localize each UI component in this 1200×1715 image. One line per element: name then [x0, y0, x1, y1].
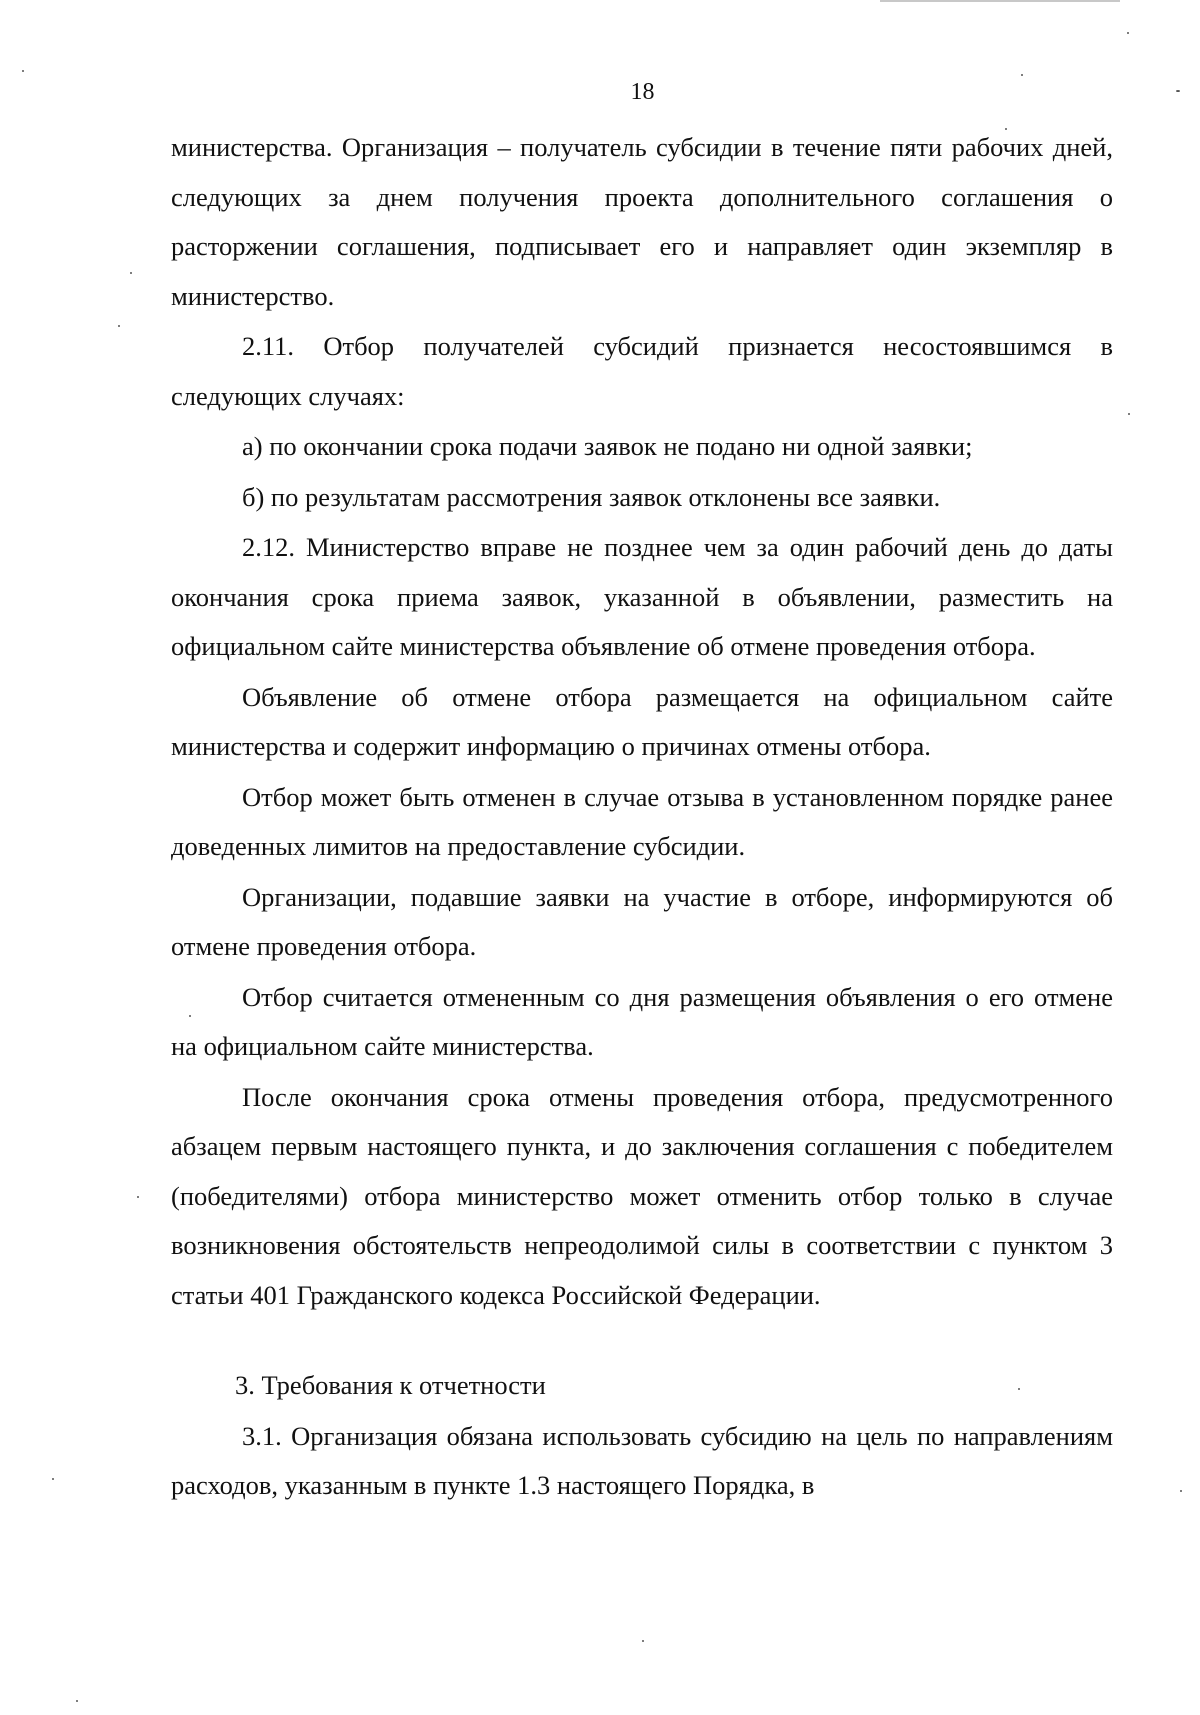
paragraph-organizations: Организации, подавшие заявки на участие в отборе, информируются об отмене проведения отбора. — [171, 881, 1113, 961]
scan-speck — [1127, 32, 1129, 34]
page-number: 18 — [630, 79, 655, 105]
document-body — [171, 123, 1113, 1511]
scan-speck — [137, 1196, 139, 1198]
section-heading: 3. Требования к отчетности — [235, 1370, 546, 1400]
paragraph-cancelled: Отбор считается отмененным со дня размещения объявления о его отмене на официальном сайте министерства. — [171, 981, 1113, 1061]
paragraph-3-1: 3.1. Организация обязана использовать субсидию на цель по направлениям расходов, указанным в пункте 1.3 настоящего Порядка, в — [171, 1420, 1113, 1500]
scan-speck — [1021, 74, 1023, 76]
scan-speck — [1005, 128, 1007, 130]
paragraph-2-12: 2.12. Министерство вправе не позднее чем за один рабочий день до даты окончания срока приема заявок, указанной в объявлении, разместить на официальном сайте министерства объявление об отмене проведения отбора. — [171, 532, 1113, 661]
scan-speck — [118, 325, 120, 327]
scan-edge-rule — [880, 0, 1120, 2]
scan-speck — [642, 1640, 644, 1642]
scan-speck — [22, 70, 24, 72]
list-item-a: а) по окончании срока подачи заявок не подано ни одной заявки; — [242, 431, 973, 461]
paragraph-continuation: министерства. Организация – получатель субсидии в течение пяти рабочих дней, следующих за днем получения проекта дополнительного соглашения о расторжении соглашения, подписывает его и направляет один экземпляр в министерство. — [171, 132, 1113, 311]
paragraph-limits: Отбор может быть отменен в случае отзыва в установленном порядке ранее доведенных лимитов на предоставление субсидии. — [171, 781, 1113, 861]
paragraph-2-11: 2.11. Отбор получателей субсидий признается несостоявшимся в следующих случаях: — [171, 331, 1113, 411]
list-item-b: б) по результатам рассмотрения заявок отклонены все заявки. — [242, 481, 941, 512]
scan-speck — [1018, 1388, 1020, 1390]
scan-speck — [130, 272, 132, 274]
section-spacer — [171, 1320, 1113, 1361]
scan-speck — [1128, 413, 1130, 415]
paragraph-force-majeure: После окончания срока отмены проведения отбора, предусмотренного абзацем первым настоящего пункта, и до заключения соглашения с победителем (победителями) отбора министерство может отменить отбор только в случае возникновения обстоятельств непреодолимой силы в соответствии с пунктом 3 статьи 401 Гражданского кодекса Российской Федерации. — [171, 1081, 1113, 1310]
scan-speck — [76, 1700, 78, 1702]
paragraph-announcement: Объявление об отмене отбора размещается на официальном сайте министерства и содержит информацию о причинах отмены отбора. — [171, 681, 1113, 761]
scan-speck — [189, 1015, 191, 1017]
scan-speck — [52, 1478, 54, 1480]
scan-speck — [1176, 90, 1180, 92]
scan-speck — [1180, 1490, 1182, 1492]
